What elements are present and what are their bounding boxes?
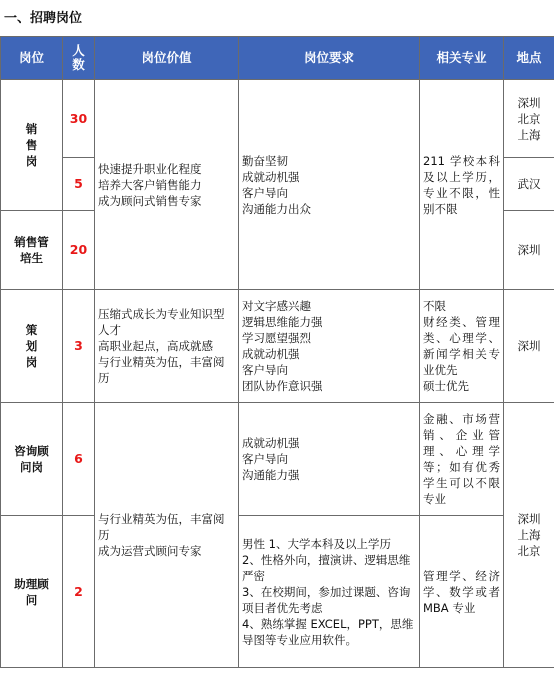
- requirements-assistant: 男性 1、大学本科及以上学历 2、性格外向，擅演讲、逻辑思维严密 3、在校期间，参加过课题、咨询项目者优先考虑 4、熟练掌握 EXCEL，PPT，思维导图等专业应用软件。: [239, 516, 420, 668]
- header-major: 相关专业: [420, 37, 504, 80]
- header-position: 岗位: [1, 37, 63, 80]
- position-sales-trainee: 销售管 培生: [1, 211, 63, 290]
- location-sales-a: 深圳 北京 上海: [504, 80, 554, 158]
- count-sales-trainee: 20: [63, 211, 95, 290]
- header-count: 人 数: [63, 37, 95, 80]
- requirements-sales: 勤奋坚韧 成就动机强 客户导向 沟通能力出众: [239, 80, 420, 290]
- position-planning: 策 划 岗: [1, 290, 63, 403]
- major-sales: 211 学校本科及以上学历，专业不限，性别不限: [420, 80, 504, 290]
- count-assistant: 2: [63, 516, 95, 668]
- major-assistant: 管理学、经济学、数学或者 MBA 专业: [420, 516, 504, 668]
- location-sales-b: 武汉: [504, 158, 554, 211]
- location-consult-shared: 深圳 上海 北京: [504, 403, 554, 668]
- value-planning: 压缩式成长为专业知识型人才 高职业起点，高成就感 与行业精英为伍，丰富阅历: [95, 290, 239, 403]
- table-row: [1, 516, 554, 668]
- header-value: 岗位价值: [95, 37, 239, 80]
- header-requirements: 岗位要求: [239, 37, 420, 80]
- location-sales-trainee: 深圳: [504, 211, 554, 290]
- count-planning: 3: [63, 290, 95, 403]
- header-location: 地点: [504, 37, 554, 80]
- position-consultant: 咨询顾 问岗: [1, 403, 63, 516]
- location-planning: 深圳: [504, 290, 554, 403]
- major-planning: 不限 财经类、管理类、心理学、新闻学相关专业优先 硕士优先: [420, 290, 504, 403]
- section-title: 一、招聘岗位: [4, 11, 83, 26]
- value-sales: 快速提升职业化程度 培养大客户销售能力 成为顾问式销售专家: [95, 80, 239, 290]
- count-sales-a: 30: [63, 80, 95, 158]
- table-row: [1, 290, 554, 403]
- recruitment-table: [0, 36, 554, 668]
- position-sales: 销 售 岗: [1, 80, 63, 211]
- count-consultant: 6: [63, 403, 95, 516]
- table-row: [1, 403, 554, 516]
- major-consultant: 金融、市场营销、企业管理、心理学等；如有优秀学生可以不限专业: [420, 403, 504, 516]
- value-consult-shared: 与行业精英为伍，丰富阅历 成为运营式顾问专家: [95, 403, 239, 668]
- requirements-planning: 对文字感兴趣 逻辑思维能力强 学习愿望强烈 成就动机强 客户导向 团队协作意识强: [239, 290, 420, 403]
- position-assistant: 助理顾 问: [1, 516, 63, 668]
- requirements-consultant: 成就动机强 客户导向 沟通能力强: [239, 403, 420, 516]
- header-row: [1, 37, 554, 80]
- table-row: [1, 80, 554, 158]
- count-sales-b: 5: [63, 158, 95, 211]
